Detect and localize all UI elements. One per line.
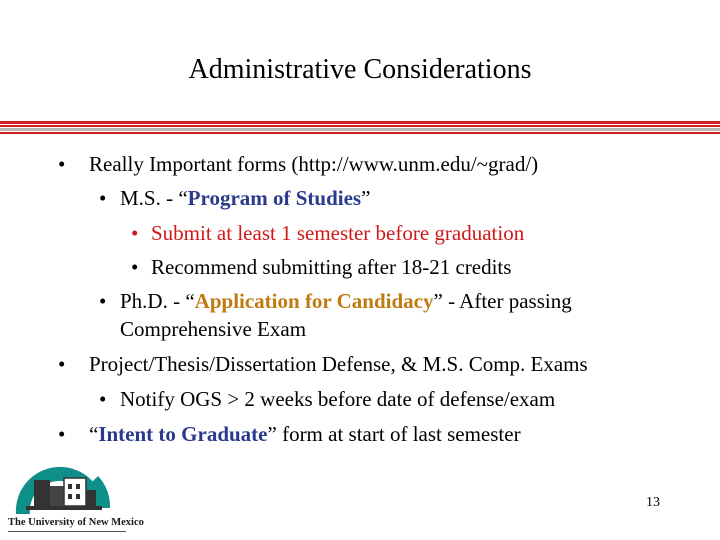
emphasis-text: Intent to Graduate (98, 422, 268, 446)
bullet: • (58, 152, 66, 176)
list-item-text: Really Important forms (http://www.unm.edu/~grad/) (89, 152, 539, 176)
page-number: 13 (646, 495, 660, 510)
list-item-text: Recommend submitting after 18-21 credits (151, 255, 512, 279)
bullet: • (99, 289, 107, 313)
bullet: • (131, 221, 139, 245)
logo-divider (8, 531, 126, 532)
bullet: • (131, 255, 139, 279)
list-item-text: Notify OGS > 2 weeks before date of defense/exam (120, 387, 556, 411)
bullet: • (99, 186, 107, 210)
emphasis-text: Application for Candidacy (194, 289, 434, 313)
list-item-continuation: Comprehensive Exam (120, 317, 307, 341)
list-item-text: Submit at least 1 semester before graduation (151, 221, 525, 245)
list-item-text: “Intent to Graduate” form at start of last semester (89, 422, 521, 446)
emphasis-text: Program of Studies (187, 186, 362, 210)
bullet: • (58, 422, 66, 446)
bullet: • (99, 387, 107, 411)
list-item-text: M.S. - “Program of Studies” (120, 186, 371, 210)
title-divider (0, 121, 720, 137)
list-item-text: Project/Thesis/Dissertation Defense, & M.S. Comp. Exams (89, 352, 588, 376)
logo-caption: The University of New Mexico (8, 517, 144, 528)
bullet: • (58, 352, 66, 376)
slide-title: Administrative Considerations (188, 54, 532, 85)
list-item-text: Ph.D. - “Application for Candidacy” - After passing (120, 289, 572, 313)
